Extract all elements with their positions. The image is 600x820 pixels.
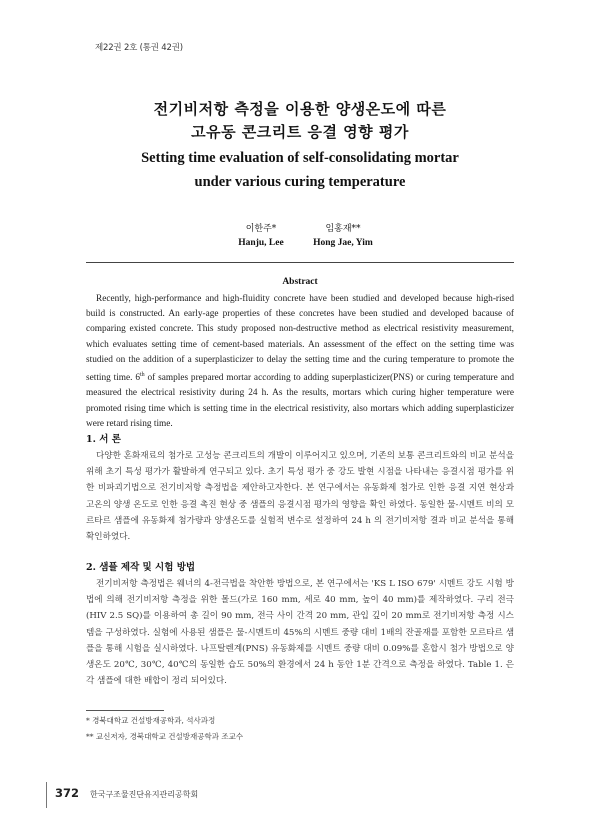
english-title-line-1: Setting time evaluation of self-consolidating mortar [141,150,459,166]
footnote-divider [86,710,164,711]
korean-title-line-2: 고유동 콘크리트 응결 영향 평가 [191,123,409,141]
section-1-heading: 1. 서 론 [86,434,121,445]
author-1-korean-name: 이한주* [245,224,277,234]
footer-vertical-rule [46,782,47,808]
section-1-body: 다양한 혼화재료의 첨가로 고성능 콘크리트의 개발이 이루어지고 있으며, 기존의 보통 콘크리트와의 비교 분석을 위해 초기 특성 평가가 활발하게 연구되고 있다. 초기 특성 평가 중 강도 발현 시점을 나타내는 응결시점 평가를 위한 비파괴기법으로 전기비저항 측정법을 제안하고자한다. 본 연구에서는 유동화제 첨가로 인한 응결 지연 현상과 고온의 양생 온도로 인한 응결 촉진 현상 중 샘플의 응결시점 평가의 영향을 확인 하였다. 동일한 물-시멘트 비의 모르타르 샘플에 유동화제 첨가량과 양생온도를 실험적 변수로 설정하여 24 h 의 전기비저항 결과 비교 분석을 통해 확인하였다. [86,451,514,543]
abstract-heading: Abstract [282,277,318,287]
abstract-body: Recently, high-performance and high-fluidity concrete have been studied and developed because high-rised build is constructed. An early-age properties of these concretes have been studied and developed bacause of comparing existed concrete. This study proposed non-destructive method as electrical resistivity measurement, which evaluates setting time of cement-based materials. An assessment of the effect on the setting time was studied on the addition of a superplasticizer to delay the setting time and the curing temperature to promote the setting time. 6th of samples prepared mortar according to adding superplasticizer(PNS) or curing temperature and measured the electrical resistivity during 24 h. As the results, mortars which curing higher temperature were promoted rising time which is setting time in the electrical resistivity, also mortars which adding superplasticizer were retard rising time. [86,294,514,429]
title-divider [86,262,514,263]
author-2-korean-name: 임홍재** [325,224,361,234]
footnote-1: * 경북대학교 건설방재공학과, 석사과정 [86,716,216,725]
author-2-english-name: Hong Jae, Yim [313,238,373,248]
section-2-heading: 2. 샘플 제작 및 시험 방법 [86,562,196,573]
journal-name: 한국구조물진단유지관리공학회 [90,790,199,799]
korean-title-line-1: 전기비저항 측정을 이용한 양생온도에 따른 [153,100,447,118]
issue-label: 제22권 2호 (통권 42권) [95,43,183,53]
author-1-english-name: Hanju, Lee [238,238,284,248]
english-title-line-2: under various curing temperature [194,174,406,190]
page-number: 372 [55,786,80,800]
section-2-body: 전기비저항 측정법은 웨너의 4-전극법을 착안한 방법으로, 본 연구에서는 'KS L ISO 679' 시멘트 강도 시험 방법에 의해 전기비저항 측정을 위한 몰드(가로 160 mm, 세로 40 mm, 높이 40 mm)를 제작하였다. 구리 전극(HIV 2.5 SQ)를 이용하여 총 길이 90 mm, 전극 사이 간격 20 mm, 관입 깊이 20 mm로 전기비저항 측정 시스템을 구성하였다. 실험에 사용된 샘플은 물-시멘트비 45%의 시멘트 중량 대비 1배의 잔골재를 포함한 모르타르 샘플을 통해 시험을 실시하였다. 나프탈렌계(PNS) 유동화제를 시멘트 중량 대비 0.09%를 혼합시 첨가 방법으로 양생온도 20℃, 30℃, 40℃의 동일한 습도 50%의 환경에서 24 h 동안 1분 간격으로 측정을 하였다. Table 1. 은 각 샘플에 대한 배합이 정리 되어있다. [86,579,514,687]
footnote-2: ** 교신저자, 경북대학교 건설방재공학과 조교수 [86,732,244,741]
